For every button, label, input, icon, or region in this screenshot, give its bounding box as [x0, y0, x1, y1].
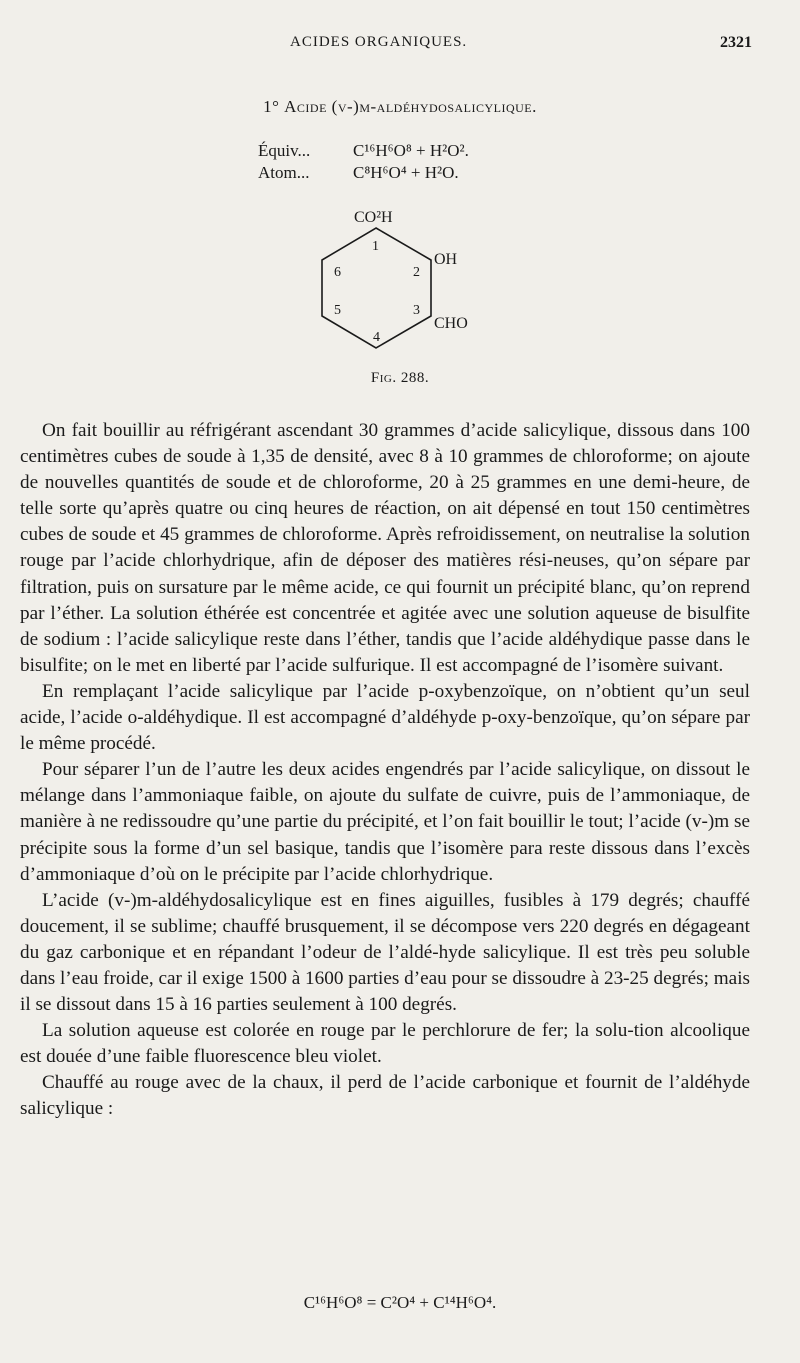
paragraph: La solution aqueuse est colorée en rouge par le perchlorure de fer; la solu-tion alcoolique est douée d’une faible fluorescence bleu violet.	[20, 1020, 750, 1068]
body-text	[20, 418, 750, 1123]
position-1: 1	[372, 239, 379, 254]
atom-formula-row	[258, 162, 469, 184]
compound-number: 1°	[263, 97, 280, 116]
paragraph: En remplaçant l’acide salicylique par l’acide p-oxybenzoïque, on n’obtient qu’un seul acide, l’acide o-aldéhydique. Il est accompagné d’aldéhyde p-oxy-benzoïque, qu’on sépare par le même procédé.	[20, 680, 750, 755]
running-title: ACIDES ORGANIQUES.	[290, 34, 468, 50]
position-4: 4	[373, 330, 380, 345]
page-number: 2321	[720, 34, 752, 51]
substituent-hydroxyl: OH	[434, 251, 458, 268]
paragraph: Pour séparer l’un de l’autre les deux acides engendrés par l’acide salicylique, on dissout le mélange dans l’ammoniaque faible, on ajoute du sulfate de cuivre, puis de l’ammoniaque, de manière à ne redissoudre qu’une partie du précipité, et l’on fait bouillir le tout; l’acide (v-)m se précipite sous la forme d’un sel basique, tandis que l’isomère para reste dissous dans l’excès d’ammoniaque d’où on le précipite par l’acide chlorhydrique.	[20, 759, 750, 885]
atom-formula: C⁸H⁶O⁴ + H²O.	[353, 163, 459, 182]
atom-label: Atom...	[258, 163, 310, 182]
position-5: 5	[334, 303, 341, 318]
equiv-formula-row	[258, 140, 469, 162]
final-equation: C¹⁶H⁶O⁸ = C²O⁴ + C¹⁴H⁶O⁴.	[303, 1293, 497, 1312]
equiv-formula: C¹⁶H⁶O⁸ + H²O².	[353, 141, 469, 160]
substituent-aldehyde: CHO	[434, 315, 468, 332]
substituent-carboxyl: CO²H	[354, 209, 393, 226]
position-3: 3	[413, 303, 420, 318]
compound-name: Acide (v-)m-aldéhydosalicylique.	[284, 97, 537, 116]
paragraph: L’acide (v-)m-aldéhydosalicylique est en fines aiguilles, fusibles à 179 degrés; chauffé doucement, il se sublime; chauffé brusquement, il se décompose vers 220 degrés en dégageant du gaz carbonique et en répandant l’odeur de l’aldé-hyde salicylique. Il est très peu soluble dans l’eau froide, car il exige 1500 à 1600 parties d’eau pour se dissoudre à 23-25 degrés; mais il se dissout dans 15 à 16 parties seulement à 100 degrés.	[20, 889, 750, 1016]
paragraph: Chauffé au rouge avec de la chaux, il perd de l’acide carbonique et fournit de l’aldéhyde salicylique :	[20, 1072, 750, 1120]
equiv-label: Équiv...	[258, 141, 311, 160]
formula-block	[258, 140, 469, 184]
running-header	[0, 34, 800, 58]
figure-caption: Fig. 288.	[370, 370, 430, 386]
position-6: 6	[334, 265, 341, 280]
compound-heading	[0, 97, 800, 117]
benzene-ring-diagram	[296, 198, 496, 363]
position-2: 2	[413, 265, 420, 280]
paragraph: On fait bouillir au réfrigérant ascendant 30 grammes d’acide salicylique, dissous dans 100 centimètres cubes de soude à 1,35 de densité, avec 8 à 10 grammes de chloroforme; on ajoute de nouvelles quantités de soude et de chloroforme, 20 à 25 grammes en une demi-heure, de telle sorte qu’après quatre ou cinq heures de réaction, on ait dépensé en tout 150 centimètres cubes de soude et 45 grammes de chloroforme. Après refroidissement, on neutralise la solution rouge par l’acide chlorhydrique, afin de déposer des matières rési-neuses, qu’on sépare par filtration, puis on sursature par le même acide, ce qui fournit un précipité blanc, qu’on reprend par l’éther. La solution éthérée est concentrée et agitée avec une solution aqueuse de bisulfite de sodium : l’acide salicylique reste dans l’éther, tandis que l’acide aldéhydique passe dans le bisulfite; on le met en liberté par l’acide sulfurique. Il est accompagné de l’isomère suivant.	[20, 420, 750, 676]
